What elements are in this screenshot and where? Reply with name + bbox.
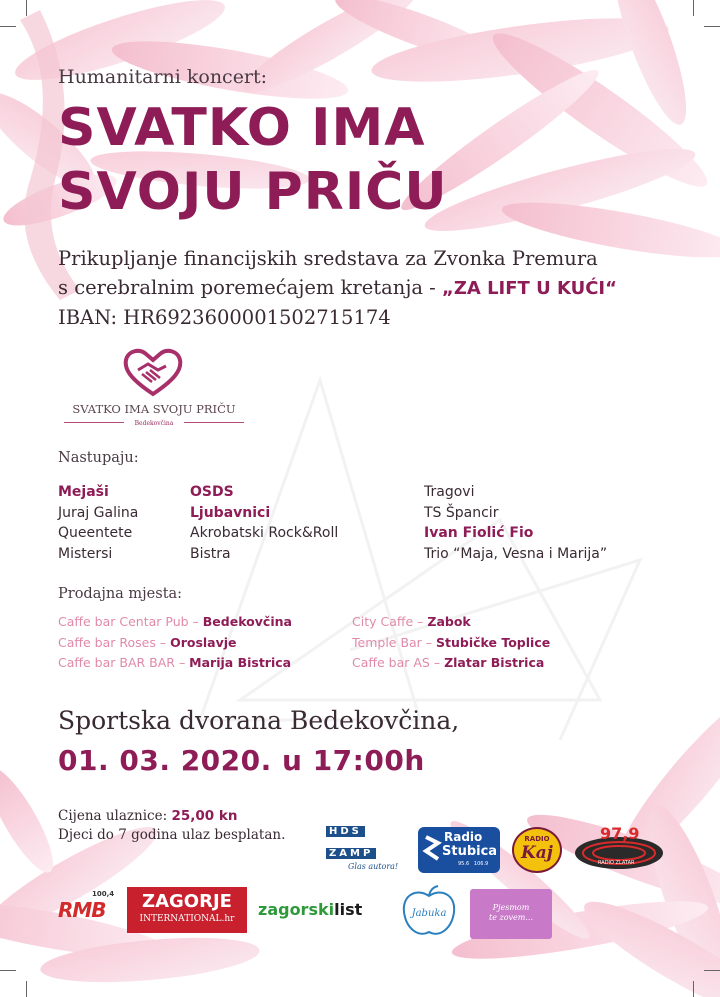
description-line-2-text: s cerebralnim poremećajem kretanja -	[58, 276, 442, 299]
crop-mark	[693, 981, 694, 997]
venue: Sportska dvorana Bedekovčina,	[58, 706, 460, 735]
radio-979-freq: 97,9	[600, 824, 640, 843]
poster-title	[58, 96, 448, 224]
sales-point	[352, 633, 550, 654]
sales-city: Bedekovčina	[202, 614, 292, 629]
sales-city: Marija Bistrica	[189, 655, 292, 670]
performer: Mistersi	[58, 545, 113, 562]
pjesmom-line2: te zovem...	[489, 913, 533, 922]
zagorje-sub: INTERNATIONAL.hr	[139, 914, 235, 924]
zagorski-list: list	[334, 900, 363, 919]
crop-mark	[0, 970, 16, 971]
sales-venue: Caffe bar Centar Pub –	[58, 614, 203, 629]
logo-name: SVATKO IMA SVOJU PRIČU	[72, 402, 236, 416]
sponsor-zagorski-list	[258, 900, 386, 924]
sales-city: Zabok	[427, 614, 471, 629]
performer: Akrobatski Rock&Roll	[190, 525, 339, 541]
performer: Bistra	[190, 545, 231, 562]
hds-label: HDS	[326, 826, 365, 837]
sponsor-pjesmom-te-zovem	[470, 889, 552, 939]
radio-stubica-icon	[422, 835, 442, 865]
zagorski-name: zagorski	[258, 900, 335, 919]
crop-mark	[0, 26, 16, 27]
sales-point	[58, 653, 292, 674]
performer: Juraj Galina	[58, 504, 139, 521]
sponsor-radio-stubica	[418, 827, 500, 873]
sales-point	[58, 633, 292, 654]
title-line-2: SVOJU PRIČU	[58, 162, 448, 222]
crop-mark	[704, 26, 720, 27]
crop-mark	[26, 981, 27, 997]
zagorje-name: ZAGORJE	[142, 891, 232, 912]
rmb-name: RMB	[58, 898, 106, 922]
sales-point	[352, 653, 550, 674]
intro-text: Humanitarni koncert:	[58, 66, 268, 88]
pjesmom-line1: Pjesmom	[492, 903, 530, 912]
sponsor-radio-kaj	[512, 827, 562, 873]
performers-column-3	[424, 482, 607, 564]
iban: IBAN: HR6923600001502715174	[58, 306, 391, 329]
performer: OSDS	[190, 484, 234, 500]
sponsor-jabuka	[398, 884, 460, 940]
sales-point	[58, 612, 292, 633]
zamp-label: ZAMP	[326, 848, 376, 859]
sales-city: Zlatar Bistrica	[444, 655, 545, 670]
performer: Trio “Maja, Vesna i Marija”	[424, 545, 608, 562]
sales-city: Stubičke Toplice	[436, 634, 551, 650]
description-line-1: Prikupljanje financijskih sredstava za Zvonka Premura	[58, 247, 598, 270]
heart-handshake-icon	[122, 346, 184, 398]
ticket-info	[58, 807, 285, 845]
sales-column-left	[58, 612, 292, 674]
description-line-2	[58, 273, 617, 303]
logo-divider	[184, 422, 244, 423]
sales-venue: Caffe bar AS –	[352, 655, 445, 670]
performer: Ljubavnici	[190, 504, 271, 521]
sales-city: Oroslavje	[170, 634, 237, 650]
price-label: Cijena ulaznice:	[58, 808, 172, 824]
title-line-1: SVATKO IMA	[58, 98, 426, 158]
sales-venue: City Caffe –	[352, 614, 428, 629]
logo-place: Bedekovčina	[134, 420, 174, 427]
radio-kaj-name: Kaj	[521, 843, 553, 863]
campaign-logo	[56, 340, 252, 432]
price-value: 25,00 kn	[171, 808, 238, 824]
crop-mark	[26, 0, 27, 16]
sales-venue: Temple Bar –	[352, 634, 437, 650]
radio-stubica-freq: 95.6 106.9	[458, 861, 489, 867]
cause-highlight: „ZA LIFT U KUĆI“	[441, 278, 617, 299]
jabuka-name: Jabuka	[411, 908, 447, 919]
sponsor-radio-979	[574, 826, 664, 870]
rmb-freq: 100,4	[92, 890, 115, 898]
performer: Mejaši	[58, 484, 109, 500]
crop-mark	[704, 970, 720, 971]
performer: Tragovi	[424, 484, 475, 500]
sales-column-right	[352, 612, 550, 674]
sales-venue: Caffe bar BAR BAR –	[58, 655, 190, 670]
radio-kaj-small: RADIO	[524, 835, 550, 843]
performers-label: Nastupaju:	[58, 450, 139, 466]
children-note: Djeci do 7 godina ulaz besplatan.	[58, 827, 286, 843]
description	[58, 244, 617, 332]
sponsor-zagorje-international	[127, 887, 247, 933]
hds-slogan: Glas autora!	[348, 862, 399, 871]
ticket-price-line	[58, 807, 285, 826]
radio-stubica-line1: Radio	[444, 830, 483, 844]
sales-label: Prodajna mjesta:	[58, 586, 183, 602]
radio-stubica-line2: Stubica	[442, 844, 498, 859]
sponsor-hds-zamp	[326, 826, 406, 876]
performers-column-2	[190, 482, 338, 564]
performers-column-1	[58, 482, 138, 564]
performer: Queentete	[58, 525, 133, 541]
sales-point	[352, 612, 550, 633]
radio-979-sub: RADIO ZLATAR	[598, 860, 635, 866]
performer: Ivan Fiolić Fio	[424, 525, 534, 541]
sales-venue: Caffe bar Roses –	[58, 634, 171, 650]
crop-mark	[693, 0, 694, 16]
sponsor-rmb	[58, 890, 118, 924]
performer: TS Špancir	[424, 504, 499, 521]
event-datetime: 01. 03. 2020. u 17:00h	[58, 744, 425, 777]
